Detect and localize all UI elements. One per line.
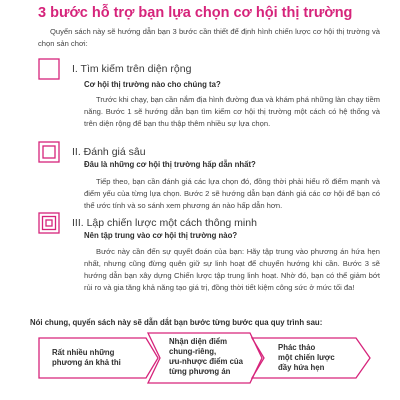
single-square-icon — [38, 58, 60, 80]
double-square-icon — [38, 141, 60, 163]
section-3-body: Bước này cần đến sự quyết đoán của bạn: Hãy tập trung vào phương án hứa hẹn nhất, nhưng cũng đừng quên giữ sự linh hoạt để chuyển hướng khi cần. Bước 3 sẽ hướng dẫn bạn xây dựng Chiến lược tập trung linh hoạt. Nhờ đó, bạn có thể giảm bớt rủi ro và gia tăng khả năng tạo giá trị, đồng thời tiết kiệm công sức ở mức tối đa! — [84, 247, 380, 292]
section-3-question: Nên tập trung vào cơ hội thị trường nào? — [84, 231, 238, 240]
summary-text: Nói chung, quyển sách này sẽ dẫn dắt bạn bước từng bước qua quy trình sau: — [30, 318, 323, 327]
triple-square-icon — [38, 212, 60, 234]
step-2-label: Nhận diện điểm chung-riêng, ưu-nhược điểm của từng phương án — [169, 337, 244, 376]
section-1-question: Cơ hội thị trường nào cho chúng ta? — [84, 80, 221, 89]
step-3-label: Phác thảo một chiến lược đầy hứa hẹn — [278, 343, 335, 372]
section-2-question: Đâu là những cơ hội thị trường hấp dẫn nhất? — [84, 160, 256, 169]
section-2-title: II. Đánh giá sâu — [72, 146, 146, 158]
section-2-body: Tiếp theo, bạn cần đánh giá các lựa chọn đó, đồng thời phải hiểu rõ điểm mạnh và điểm yếu của từng lựa chọn. Bước 2 sẽ hướng dẫn bạn đánh giá các cơ hội để bạn có thể ước tính và so sánh xem phương án nào hấp dẫn hơn. — [84, 177, 380, 210]
section-1-heading — [38, 58, 191, 80]
intro-paragraph: Quyển sách này sẽ hướng dẫn bạn 3 bước cần thiết để định hình chiến lược cơ hội thị trường và chọn sản chơi: — [38, 27, 380, 48]
section-3-title: III. Lập chiến lược một cách thông minh — [72, 217, 257, 229]
process-flow — [38, 332, 372, 384]
section-1-body: Trước khi chạy, bạn cần nắm địa hình đường đua và khám phá những làn chạy tiềm năng. Bước 1 sẽ hướng dẫn bạn tìm kiếm cơ hội thị trường một cách có hệ thống và trên diện rộng để bạn thu thập thêm nhiều sự lựa chọn. — [84, 95, 380, 128]
page-title: 3 bước hỗ trợ bạn lựa chọn cơ hội thị trường — [38, 5, 353, 21]
section-1-title: I. Tìm kiếm trên diện rộng — [72, 63, 192, 75]
step-1-label: Rất nhiều những phương án khả thi — [52, 348, 121, 367]
